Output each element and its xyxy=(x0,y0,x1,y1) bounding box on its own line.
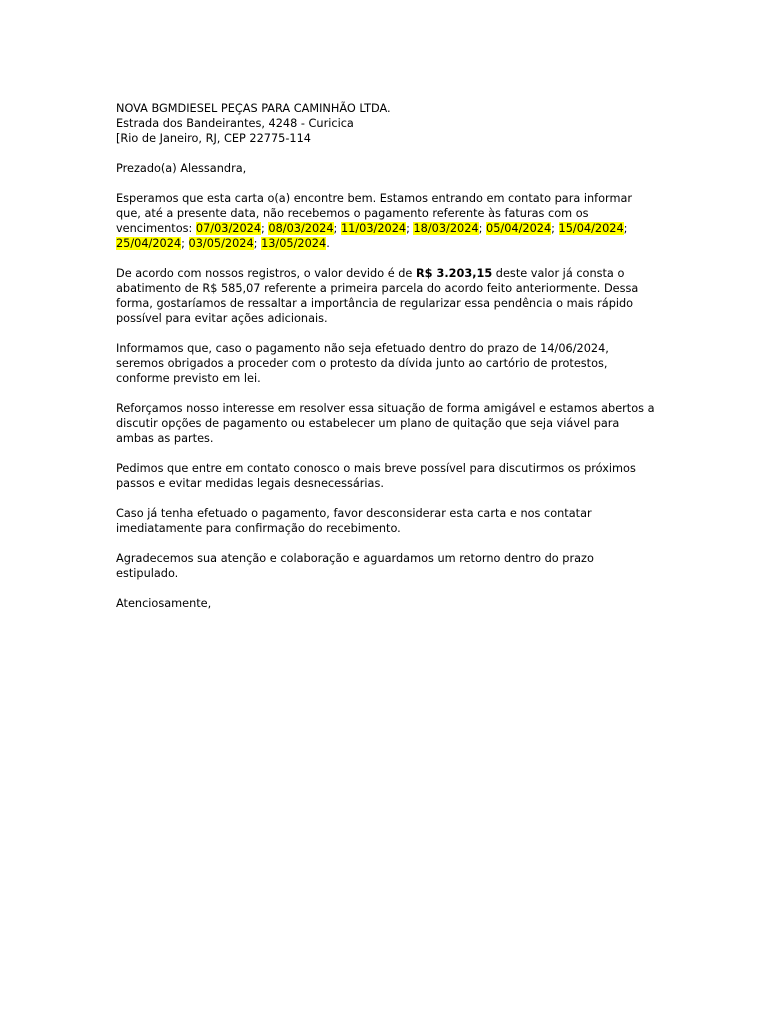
highlighted-due-date: 25/04/2024 xyxy=(116,237,182,250)
paragraph-contact-request: Pedimos que entre em contato conosco o mais breve possível para discutirmos os próximos passos e evitar medidas legais desnecessárias. xyxy=(116,462,636,490)
paragraph-amount-due xyxy=(116,266,656,326)
highlighted-due-date: 11/03/2024 xyxy=(340,222,407,235)
paragraph-amount-after: deste valor já consta o abatimento de R$ 585,07 referente a primeira parcela do acordo feito anteriormente. Dessa forma, gostaríamos de ressaltar a importância de regularizar essa pendência o mais rápido possível para evitar ações adicionais. xyxy=(116,267,639,325)
paragraph-amount-before: De acordo com nossos registros, o valor devido é de xyxy=(116,267,416,280)
highlighted-due-date: 08/03/2024 xyxy=(268,222,334,235)
paragraph-already-paid: Caso já tenha efetuado o pagamento, favor desconsiderar esta carta e nos contatar imediatamente para confirmação do recebimento. xyxy=(116,507,592,535)
highlighted-due-date: 18/03/2024 xyxy=(413,222,479,235)
date-separator: ; xyxy=(261,222,269,235)
greeting: Prezado(a) Alessandra, xyxy=(116,162,247,175)
sender-city: [Rio de Janeiro, RJ, CEP 22775-114 xyxy=(116,132,311,145)
highlighted-due-date: 07/03/2024 xyxy=(195,222,262,235)
paragraph-overdue-text: Esperamos que esta carta o(a) encontre bem. Estamos entrando em contato para informar que, até a presente data, não recebemos o pagamento referente às faturas com os vencimentos: xyxy=(116,192,633,235)
highlighted-due-date: 15/04/2024 xyxy=(558,222,624,235)
date-separator: ; xyxy=(623,222,628,235)
paragraph-amicable-resolution: Reforçamos nosso interesse em resolver essa situação de forma amigável e estamos abertos a discutir opções de pagamento ou estabelecer um plano de quitação que seja viável para ambas as partes. xyxy=(116,402,655,445)
date-separator: ; xyxy=(478,222,487,235)
date-separator: ; xyxy=(406,222,414,235)
date-separator: ; xyxy=(253,237,262,250)
date-separator: ; xyxy=(333,222,341,235)
highlighted-due-date: 13/05/2024 xyxy=(261,237,327,250)
date-separator: ; xyxy=(181,237,189,250)
sender-block xyxy=(116,101,656,146)
sender-address: Estrada dos Bandeirantes, 4248 - Curicica xyxy=(116,117,354,130)
amount-due: R$ 3.203,15 xyxy=(415,267,493,280)
paragraph-thanks: Agradecemos sua atenção e colaboração e aguardamos um retorno dentro do prazo estipulado. xyxy=(116,552,594,580)
highlighted-due-date: 03/05/2024 xyxy=(188,237,254,250)
paragraph-overdue-invoices xyxy=(116,191,656,251)
letter-body xyxy=(116,101,656,626)
paragraph-protest-warning: Informamos que, caso o pagamento não seja efetuado dentro do prazo de 14/06/2024, seremos obrigados a proceder com o protesto da dívida junto ao cartório de protestos, conforme previsto em lei. xyxy=(116,342,609,385)
paragraph-overdue-end: . xyxy=(326,237,330,250)
closing: Atenciosamente, xyxy=(116,597,212,610)
sender-company: NOVA BGMDIESEL PEÇAS PARA CAMINHÃO LTDA. xyxy=(116,102,391,115)
highlighted-due-date: 05/04/2024 xyxy=(486,222,552,235)
date-separator: ; xyxy=(551,222,559,235)
